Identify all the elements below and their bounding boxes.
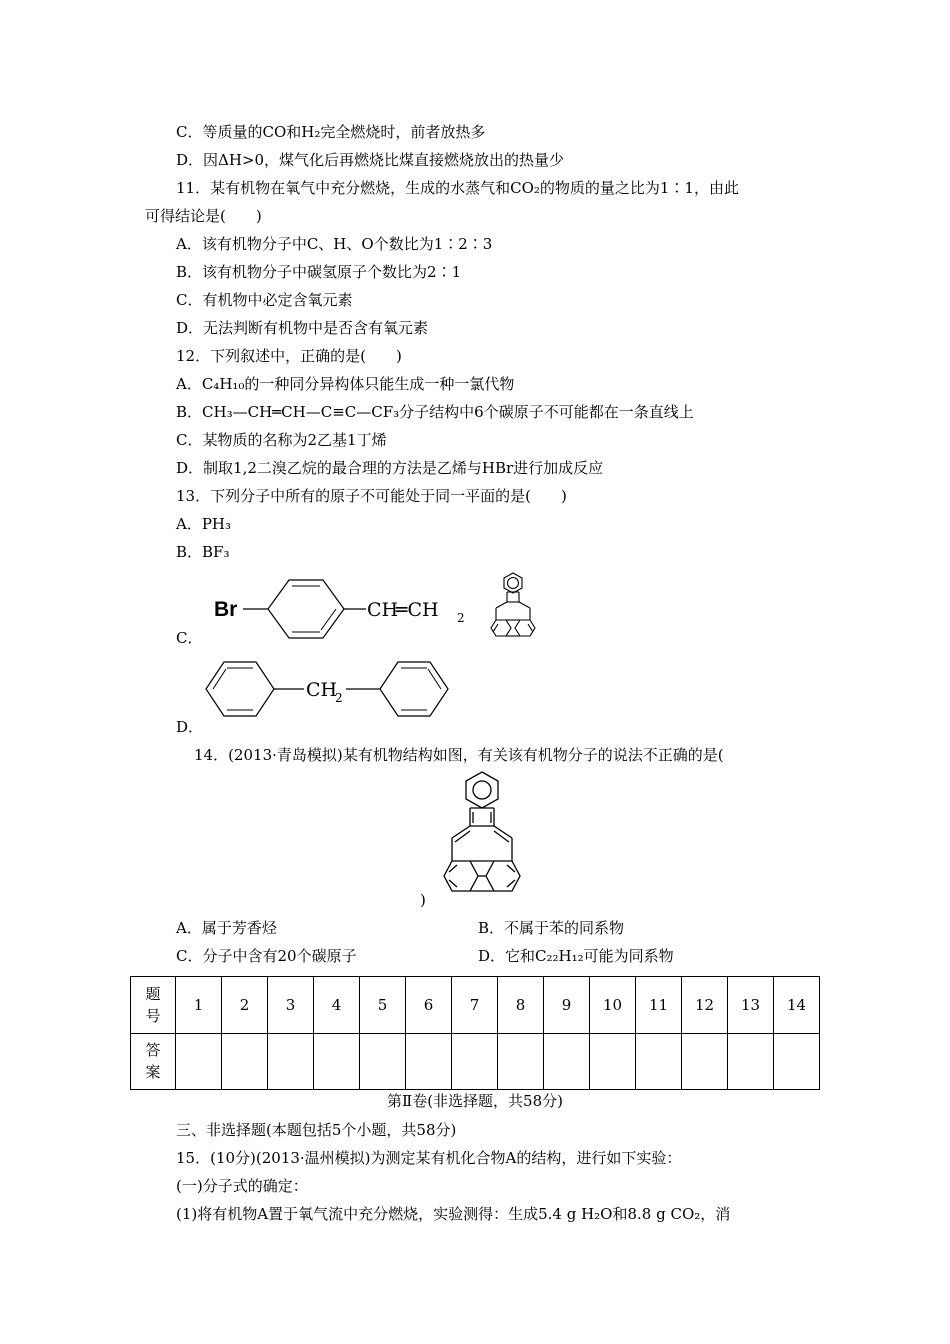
bromostyrene-structure xyxy=(210,572,480,642)
part2-title: 第Ⅱ卷(非选择题，共58分) xyxy=(387,1092,563,1110)
answer-cell[interactable] xyxy=(728,1033,774,1090)
question-number-cell: 2 xyxy=(222,977,268,1034)
question-number-cell: 13 xyxy=(728,977,774,1034)
q12-option-b: B．CH₃—CH═CH—C≡C—CF₃分子结构中6个碳原子不可能都在一条直线上 xyxy=(176,403,694,421)
q11-stem-line2: 可得结论是( ) xyxy=(145,207,262,225)
header-char: 号 xyxy=(145,1006,161,1025)
answer-table-number-row xyxy=(131,977,820,1034)
q14-close-paren: ) xyxy=(420,891,426,909)
q12-option-c: C．某物质的名称为2乙基1丁烯 xyxy=(176,431,387,449)
q13-option-b: B．BF₃ xyxy=(176,543,230,561)
question-number-cell: 6 xyxy=(406,977,452,1034)
q10-option-c: C．等质量的CO和H₂完全燃烧时，前者放热多 xyxy=(176,123,486,141)
question-number-header xyxy=(131,977,176,1034)
header-char: 案 xyxy=(145,1063,161,1082)
answer-cell[interactable] xyxy=(268,1033,314,1090)
answer-cell[interactable] xyxy=(360,1033,406,1090)
answer-cell[interactable] xyxy=(222,1033,268,1090)
q13-option-d: D． xyxy=(176,718,204,736)
question-number-cell: 7 xyxy=(452,977,498,1034)
question-number-cell: 10 xyxy=(590,977,636,1034)
q15-part1: (1)将有机物A置于氧气流中充分燃烧，实验测得：生成5.4 g H₂O和8.8 g CO₂，消 xyxy=(176,1205,731,1223)
diphenylmethane-structure xyxy=(200,658,466,722)
answer-cell[interactable] xyxy=(544,1033,590,1090)
answer-cell[interactable] xyxy=(636,1033,682,1090)
answer-table xyxy=(130,976,820,1090)
question-number-cell: 8 xyxy=(498,977,544,1034)
q14-option-d: D．它和C₂₂H₁₂可能为同系物 xyxy=(478,947,674,965)
q13-stem: 13．下列分子中所有的原子不可能处于同一平面的是( ) xyxy=(176,487,567,505)
q12-option-d: D．制取1,2二溴乙烷的最合理的方法是乙烯与HBr进行加成反应 xyxy=(176,459,604,477)
question-number-cell: 9 xyxy=(544,977,590,1034)
question-number-cell: 12 xyxy=(682,977,728,1034)
answer-cell[interactable] xyxy=(176,1033,222,1090)
question-number-cell: 4 xyxy=(314,977,360,1034)
answer-cell[interactable] xyxy=(452,1033,498,1090)
q14-option-c: C．分子中含有20个碳原子 xyxy=(176,947,357,965)
header-char: 答 xyxy=(145,1041,161,1060)
header-char: 题 xyxy=(145,984,161,1003)
question-number-cell: 11 xyxy=(636,977,682,1034)
answer-cell[interactable] xyxy=(590,1033,636,1090)
question-number-cell: 1 xyxy=(176,977,222,1034)
q10-option-d: D．因ΔH>0，煤气化后再燃烧比煤直接燃烧放出的热量少 xyxy=(176,151,565,169)
structure-ch2-subscript: 2 xyxy=(335,691,343,705)
answer-cell[interactable] xyxy=(498,1033,544,1090)
structure-vinyl-ch: CH xyxy=(367,599,399,621)
q12-option-a: A．C₄H₁₀的一种同分异构体只能生成一种一氯代物 xyxy=(176,375,515,393)
answer-cell[interactable] xyxy=(682,1033,728,1090)
structure-br-label: Br xyxy=(214,598,238,621)
q13-option-a: A．PH₃ xyxy=(176,515,232,533)
answer-cell[interactable] xyxy=(314,1033,360,1090)
question-number-cell: 5 xyxy=(360,977,406,1034)
q11-option-c: C．有机物中必定含氧元素 xyxy=(176,291,353,309)
q12-stem: 12．下列叙述中，正确的是( ) xyxy=(176,347,402,365)
q14-option-b: B．不属于苯的同系物 xyxy=(478,919,625,937)
large-polycyclic-structure xyxy=(432,768,532,898)
question-number-cell: 3 xyxy=(268,977,314,1034)
answer-header xyxy=(131,1033,176,1090)
answer-cell[interactable] xyxy=(406,1033,452,1090)
q14-option-a: A．属于芳香烃 xyxy=(176,919,277,937)
q11-option-b: B．该有机物分子中碳氢原子个数比为2∶1 xyxy=(176,263,462,281)
small-polycyclic-structure xyxy=(478,570,548,646)
question-number-cell: 14 xyxy=(774,977,820,1034)
q13-option-c: C． xyxy=(176,629,203,647)
q15-stem: 15．(10分)(2013·温州模拟)为测定某有机化合物A的结构，进行如下实验： xyxy=(176,1149,682,1167)
structure-vinyl-subscript: 2 xyxy=(457,611,465,625)
q11-stem-line1: 11．某有机物在氧气中充分燃烧，生成的水蒸气和CO₂的物质的量之比为1∶1，由此 xyxy=(176,179,739,197)
structure-vinyl-ch2: ═CH xyxy=(396,599,439,621)
answer-cell[interactable] xyxy=(774,1033,820,1090)
q15-subheading: (一)分子式的确定： xyxy=(176,1177,308,1195)
q11-option-d: D．无法判断有机物中是否含有氧元素 xyxy=(176,319,429,337)
q11-option-a: A．该有机物分子中C、H、O个数比为1∶2∶3 xyxy=(176,235,493,253)
answer-table-answer-row xyxy=(131,1033,820,1090)
section-heading: 三、非选择题(本题包括5个小题，共58分) xyxy=(176,1121,457,1139)
q14-stem: 14．(2013·青岛模拟)某有机物结构如图，有关该有机物分子的说法不正确的是( xyxy=(194,746,724,764)
structure-ch2-label: CH xyxy=(306,679,338,701)
